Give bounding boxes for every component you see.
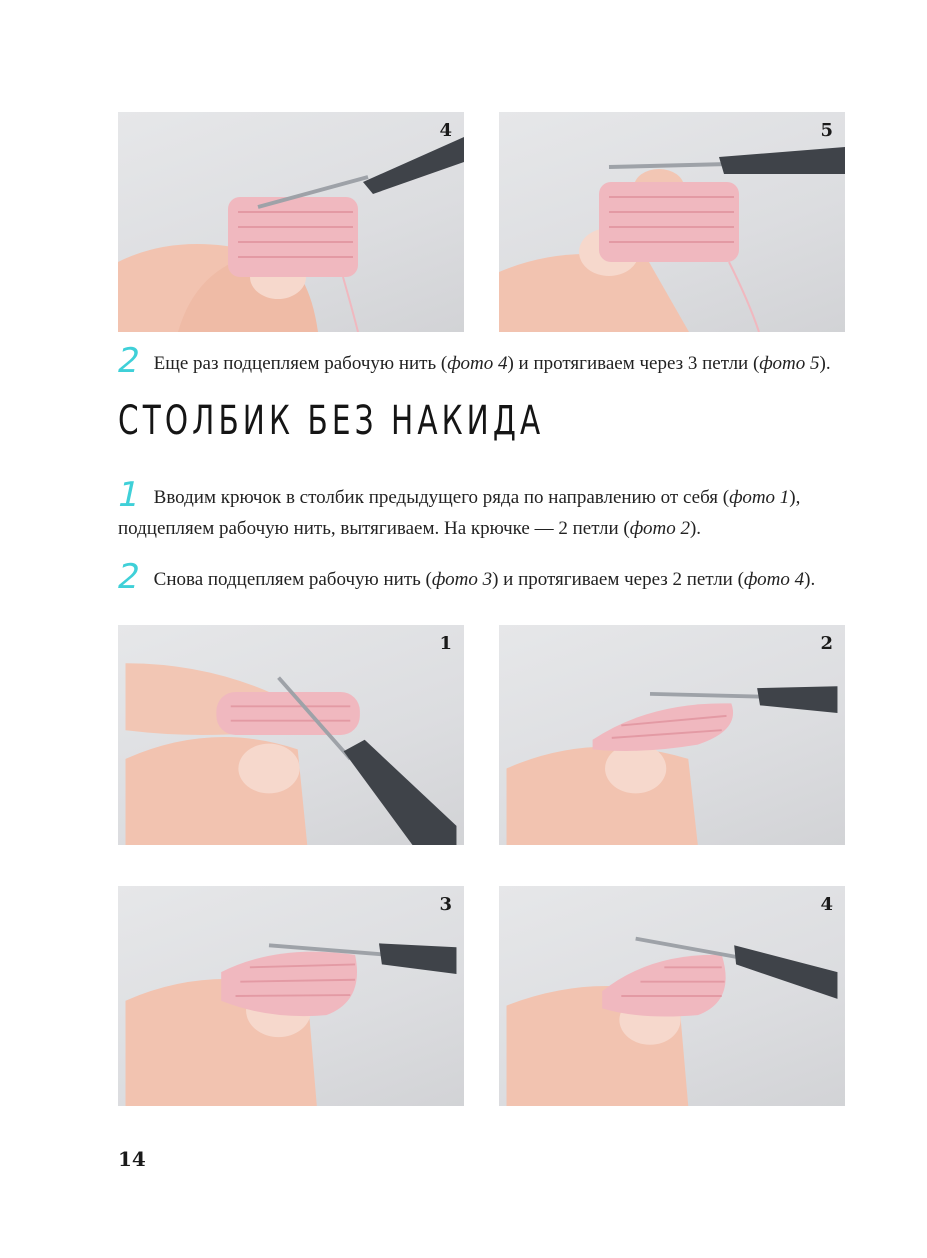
step-text: Еще раз подцепляем рабочую нить ( — [153, 353, 448, 374]
step-text: ). — [689, 518, 702, 539]
photo-number: 4 — [439, 120, 452, 141]
step-text: ). — [819, 353, 831, 374]
section-title: СТОЛБИК БЕЗ НАКИДА — [118, 398, 545, 444]
step-text: ), подцепляем рабочую нить, вытягиваем. На крючке — 2 петли ( — [118, 487, 801, 539]
photo-5 — [499, 112, 845, 332]
crochet-photo-image — [499, 112, 845, 332]
crochet-photo-image — [499, 625, 845, 845]
photo-reference: фото 3 — [431, 569, 493, 590]
crochet-photo-image — [118, 625, 464, 845]
instruction-step — [113, 475, 848, 544]
step-text: Вводим крючок в столбик предыдущего ряда по направлению от себя ( — [153, 487, 730, 508]
step-number: 2 — [113, 557, 144, 597]
photo-3 — [118, 886, 464, 1106]
page-number: 14 — [118, 1147, 146, 1171]
photo-2 — [499, 625, 845, 845]
photo-reference: фото 1 — [729, 487, 790, 508]
step-text: ) и протягиваем через 3 петли ( — [507, 353, 760, 374]
step-number: 1 — [113, 475, 144, 515]
step-text: ). — [804, 569, 816, 590]
crochet-photo-image — [118, 886, 464, 1106]
photo-reference: фото 5 — [759, 353, 820, 374]
photo-number: 3 — [439, 894, 452, 915]
step-text: ) и протягиваем через 2 петли ( — [492, 569, 744, 590]
instruction-step — [113, 341, 848, 381]
crochet-photo-image — [118, 112, 464, 332]
photo-reference: фото 2 — [629, 518, 690, 539]
photo-reference: фото 4 — [743, 569, 805, 590]
crochet-photo-image — [499, 886, 845, 1106]
photo-1 — [118, 625, 464, 845]
photo-number: 5 — [820, 120, 833, 141]
photo-number: 4 — [820, 894, 833, 915]
photo-number: 2 — [820, 633, 833, 654]
photo-number: 1 — [439, 633, 452, 654]
step-number: 2 — [113, 341, 144, 381]
photo-4 — [118, 112, 464, 332]
step-text: Снова подцепляем рабочую нить ( — [153, 569, 432, 590]
photo-4 — [499, 886, 845, 1106]
photo-reference: фото 4 — [447, 353, 508, 374]
instruction-step — [113, 557, 848, 597]
